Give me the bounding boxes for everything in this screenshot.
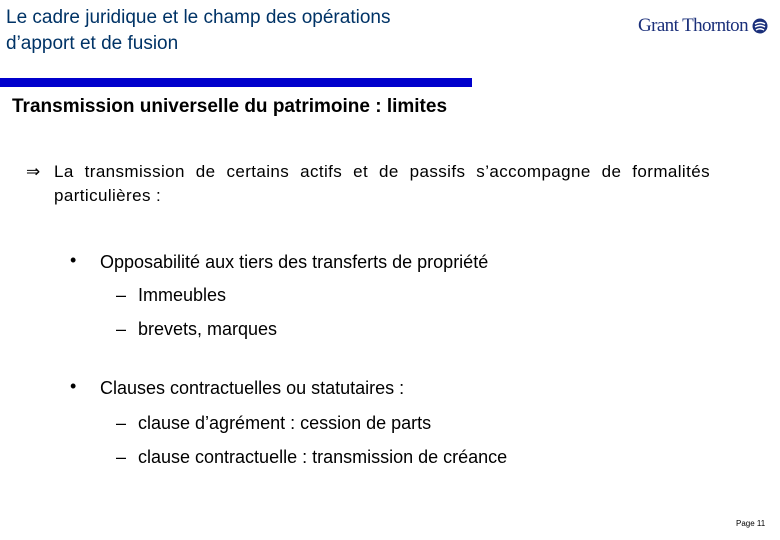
logo-text: Grant Thornton xyxy=(638,15,748,36)
implies-arrow-icon: ⇒ xyxy=(26,162,41,182)
sub-item-text: Immeubles xyxy=(138,285,227,305)
header-title: Le cadre juridique et le champ des opérations d’apport et de fusion xyxy=(6,7,391,54)
company-logo xyxy=(638,14,768,38)
dash-icon: – xyxy=(116,413,127,433)
grant-thornton-logo-icon xyxy=(752,18,768,34)
intro-text: La transmission de certains actifs et de passifs s’accompagne de formalités particulières : xyxy=(54,162,710,205)
dash-icon: – xyxy=(116,319,127,339)
dash-icon: – xyxy=(116,285,127,305)
intro-paragraph xyxy=(26,160,710,208)
sub-item-text: brevets, marques xyxy=(138,319,278,339)
sub-item-text: clause d’agrément : cession de parts xyxy=(138,413,432,433)
dash-icon: – xyxy=(116,447,127,467)
bullet-icon: • xyxy=(70,250,77,270)
sub-item-text: clause contractuelle : transmission de créance xyxy=(138,447,508,467)
bullet-text: Clauses contractuelles ou statutaires : xyxy=(100,378,405,398)
slide-title: Transmission universelle du patrimoine : limites xyxy=(12,96,448,117)
bullet-icon: • xyxy=(70,376,77,396)
page-number: Page 11 xyxy=(736,519,766,528)
bullet-text: Opposabilité aux tiers des transferts de propriété xyxy=(100,252,489,272)
header-rule xyxy=(0,78,472,87)
